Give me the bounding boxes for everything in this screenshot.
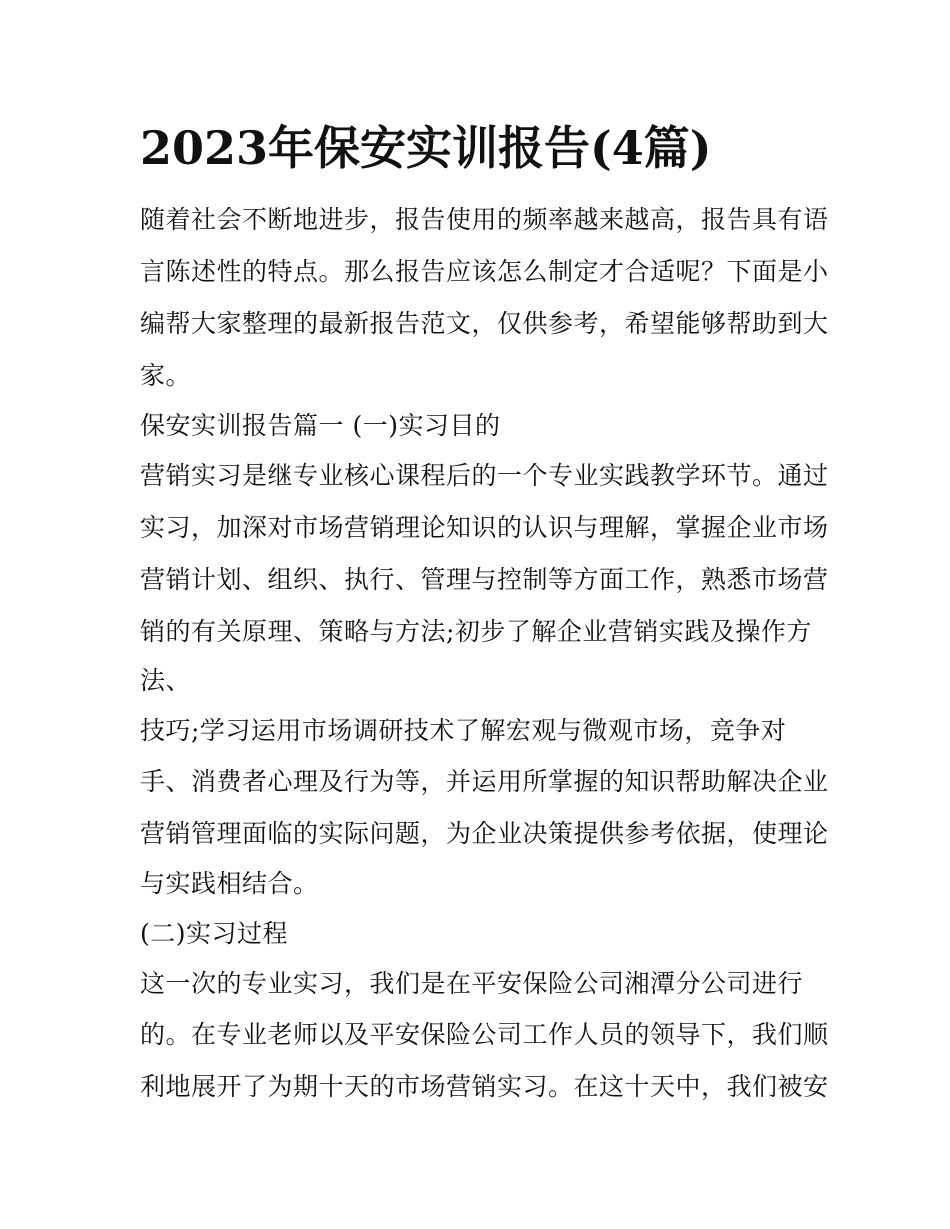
paragraph-line: 营销实习是继专业核心课程后的一个专业实践教学环节。通过	[140, 461, 829, 490]
paragraph-line: 营销计划、组织、执行、管理与控制等方面工作，熟悉市场营	[140, 565, 829, 594]
paragraph-line: 技巧;学习运用市场调研技术了解宏观与微观市场，竞争对	[140, 716, 787, 745]
paragraph-line: 家。	[140, 361, 192, 390]
paragraph-line: 营销管理面临的实际问题，为企业决策提供参考依据，使理论	[140, 819, 829, 848]
paragraph-line: 编帮大家整理的最新报告范文，仅供参考，希望能够帮助到大	[140, 309, 829, 338]
section-heading: (二)实习过程	[140, 919, 289, 948]
section-heading: 保安实训报告篇一 (一)实习目的	[140, 411, 501, 440]
paragraph-line: 随着社会不断地进步，报告使用的频率越来越高，报告具有语	[140, 205, 829, 234]
paragraph-line: 这一次的专业实习，我们是在平安保险公司湘潭分公司进行	[140, 969, 804, 998]
document-title: 2023年保安实训报告(4篇)	[140, 121, 712, 175]
paragraph-line: 利地展开了为期十天的市场营销实习。在这十天中，我们被安	[140, 1072, 829, 1101]
paragraph-line: 的。在专业老师以及平安保险公司工作人员的领导下，我们顺	[140, 1020, 829, 1049]
paragraph-line: 法、	[140, 666, 192, 695]
paragraph-line: 实习，加深对市场营销理论知识的认识与理解，掌握企业市场	[140, 513, 829, 542]
paragraph-line: 手、消费者心理及行为等，并运用所掌握的知识帮助解决企业	[140, 767, 829, 796]
paragraph-line: 言陈述性的特点。那么报告应该怎么制定才合适呢？下面是小	[140, 257, 829, 286]
paragraph-line: 与实践相结合。	[140, 869, 319, 898]
paragraph-line: 销的有关原理、策略与方法;初步了解企业营销实践及操作方	[140, 617, 812, 646]
